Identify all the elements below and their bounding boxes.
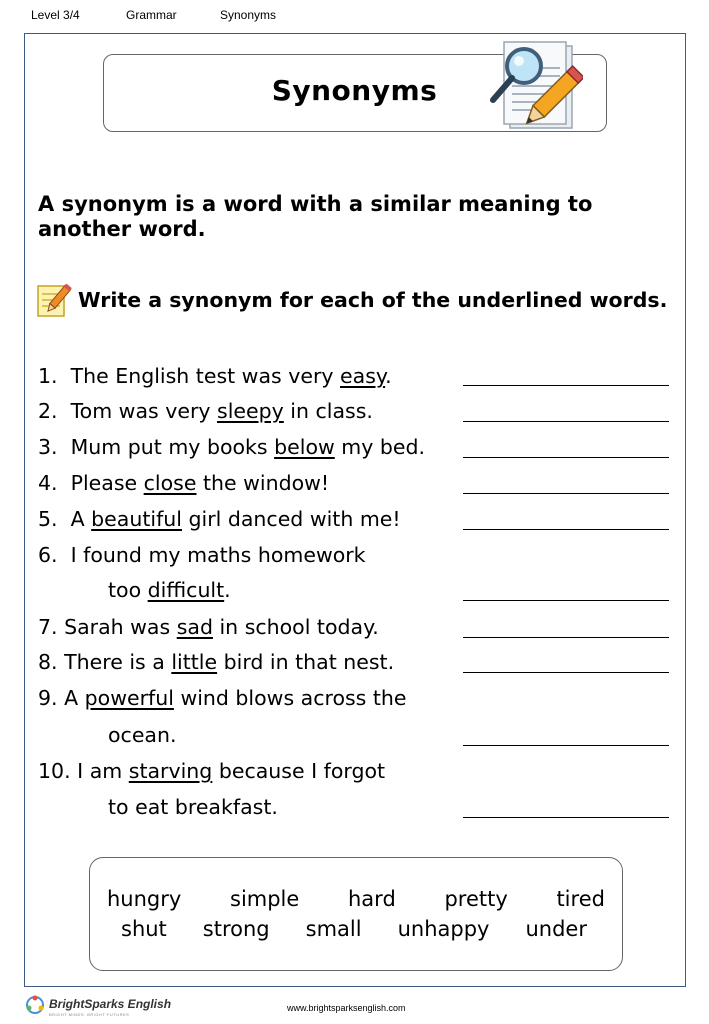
page-title bbox=[0, 74, 709, 107]
question-text: too bbox=[108, 578, 148, 602]
footer-brand: BrightSparks English bbox=[49, 997, 172, 1011]
answer-line-6[interactable] bbox=[463, 600, 669, 601]
answer-line-10[interactable] bbox=[463, 817, 669, 818]
question-number: 7. bbox=[38, 615, 58, 639]
question-4 bbox=[38, 471, 329, 495]
question-text: Tom was very bbox=[70, 399, 218, 423]
question-text: Mum put my books bbox=[70, 435, 275, 459]
question-number: 9. bbox=[38, 686, 58, 710]
brightsparks-star-icon bbox=[25, 995, 45, 1015]
answer-line-3[interactable] bbox=[463, 457, 669, 458]
question-text-end: girl danced with me! bbox=[181, 507, 401, 531]
word-bank-row-2 bbox=[121, 917, 587, 941]
instruction-text: Write a synonym for each of the underlined words. bbox=[78, 288, 668, 312]
answer-line-5[interactable] bbox=[463, 529, 669, 530]
underlined-word: little bbox=[171, 650, 218, 674]
answer-line-4[interactable] bbox=[463, 493, 669, 494]
word-bank-word: strong bbox=[202, 917, 270, 941]
word-bank-row-1 bbox=[107, 887, 605, 911]
footer-tagline: BRIGHT MINDS, BRIGHT FUTURES bbox=[49, 1012, 130, 1017]
question-9 bbox=[38, 686, 407, 710]
word-bank-word: shut bbox=[121, 917, 167, 941]
answer-line-1[interactable] bbox=[463, 385, 669, 386]
notepad-pencil-icon bbox=[36, 282, 72, 318]
underlined-word: powerful bbox=[84, 686, 174, 710]
question-text: Sarah was bbox=[64, 615, 177, 639]
answer-line-7[interactable] bbox=[463, 637, 669, 638]
question-text-end: the window! bbox=[196, 471, 330, 495]
word-bank-word: hungry bbox=[107, 887, 182, 911]
question-number: 2. bbox=[38, 399, 58, 423]
question-text-end: my bed. bbox=[334, 435, 426, 459]
magnifier-pencil-icon bbox=[488, 38, 583, 138]
underlined-word: sleepy bbox=[217, 399, 284, 423]
underlined-word: close bbox=[143, 471, 197, 495]
question-5 bbox=[38, 507, 401, 531]
definition-text: A synonym is a word with a similar meaning to another word. bbox=[38, 192, 593, 241]
word-bank-word: under bbox=[525, 917, 587, 941]
underlined-word: below bbox=[274, 435, 335, 459]
question-text: There is a bbox=[64, 650, 172, 674]
underlined-word: easy bbox=[340, 364, 386, 388]
page-title-text: Synonyms bbox=[271, 74, 438, 107]
underlined-word: sad bbox=[176, 615, 213, 639]
footer-url[interactable]: www.brightsparksenglish.com bbox=[287, 1003, 406, 1013]
answer-line-2[interactable] bbox=[463, 421, 669, 422]
underlined-word: beautiful bbox=[91, 507, 182, 531]
header-level: Level 3/4 bbox=[31, 8, 80, 22]
word-bank-word: tired bbox=[556, 887, 605, 911]
question-6-continued bbox=[108, 578, 231, 602]
header-topic: Synonyms bbox=[220, 8, 277, 22]
question-text-end: in school today. bbox=[212, 615, 379, 639]
question-text-end: bird in that nest. bbox=[217, 650, 395, 674]
answer-line-9[interactable] bbox=[463, 745, 669, 746]
question-text: Please bbox=[70, 471, 144, 495]
question-text-end: . bbox=[385, 364, 392, 388]
answer-line-8[interactable] bbox=[463, 672, 669, 673]
question-text-end: . bbox=[224, 578, 231, 602]
word-bank-word: pretty bbox=[444, 887, 508, 911]
header-subject: Grammar bbox=[126, 8, 177, 22]
question-number: 8. bbox=[38, 650, 58, 674]
question-number: 3. bbox=[38, 435, 58, 459]
word-bank-word: unhappy bbox=[397, 917, 490, 941]
question-text: A bbox=[64, 686, 85, 710]
word-bank-word: small bbox=[305, 917, 362, 941]
word-bank-word: hard bbox=[348, 887, 396, 911]
question-number: 1. bbox=[38, 364, 58, 388]
question-text-end: in class. bbox=[283, 399, 373, 423]
question-9-continued: ocean. bbox=[108, 723, 177, 747]
question-10 bbox=[38, 759, 385, 783]
question-text-end: wind blows across the bbox=[173, 686, 407, 710]
question-1 bbox=[38, 364, 392, 388]
underlined-word: starving bbox=[128, 759, 213, 783]
word-bank-word: simple bbox=[230, 887, 300, 911]
question-7 bbox=[38, 615, 379, 639]
question-number: 4. bbox=[38, 471, 58, 495]
question-text: The English test was very bbox=[70, 364, 341, 388]
question-number: 10. bbox=[38, 759, 71, 783]
underlined-word: difficult bbox=[147, 578, 225, 602]
question-text: A bbox=[70, 507, 92, 531]
question-text: I found my maths homework bbox=[70, 543, 366, 567]
question-10-continued: to eat breakfast. bbox=[108, 795, 278, 819]
question-3 bbox=[38, 435, 425, 459]
question-6 bbox=[38, 543, 366, 567]
question-text: I am bbox=[77, 759, 129, 783]
question-text-end: because I forgot bbox=[212, 759, 386, 783]
word-bank-box bbox=[89, 857, 623, 971]
question-number: 6. bbox=[38, 543, 58, 567]
question-number: 5. bbox=[38, 507, 58, 531]
question-8 bbox=[38, 650, 394, 674]
question-2 bbox=[38, 399, 373, 423]
